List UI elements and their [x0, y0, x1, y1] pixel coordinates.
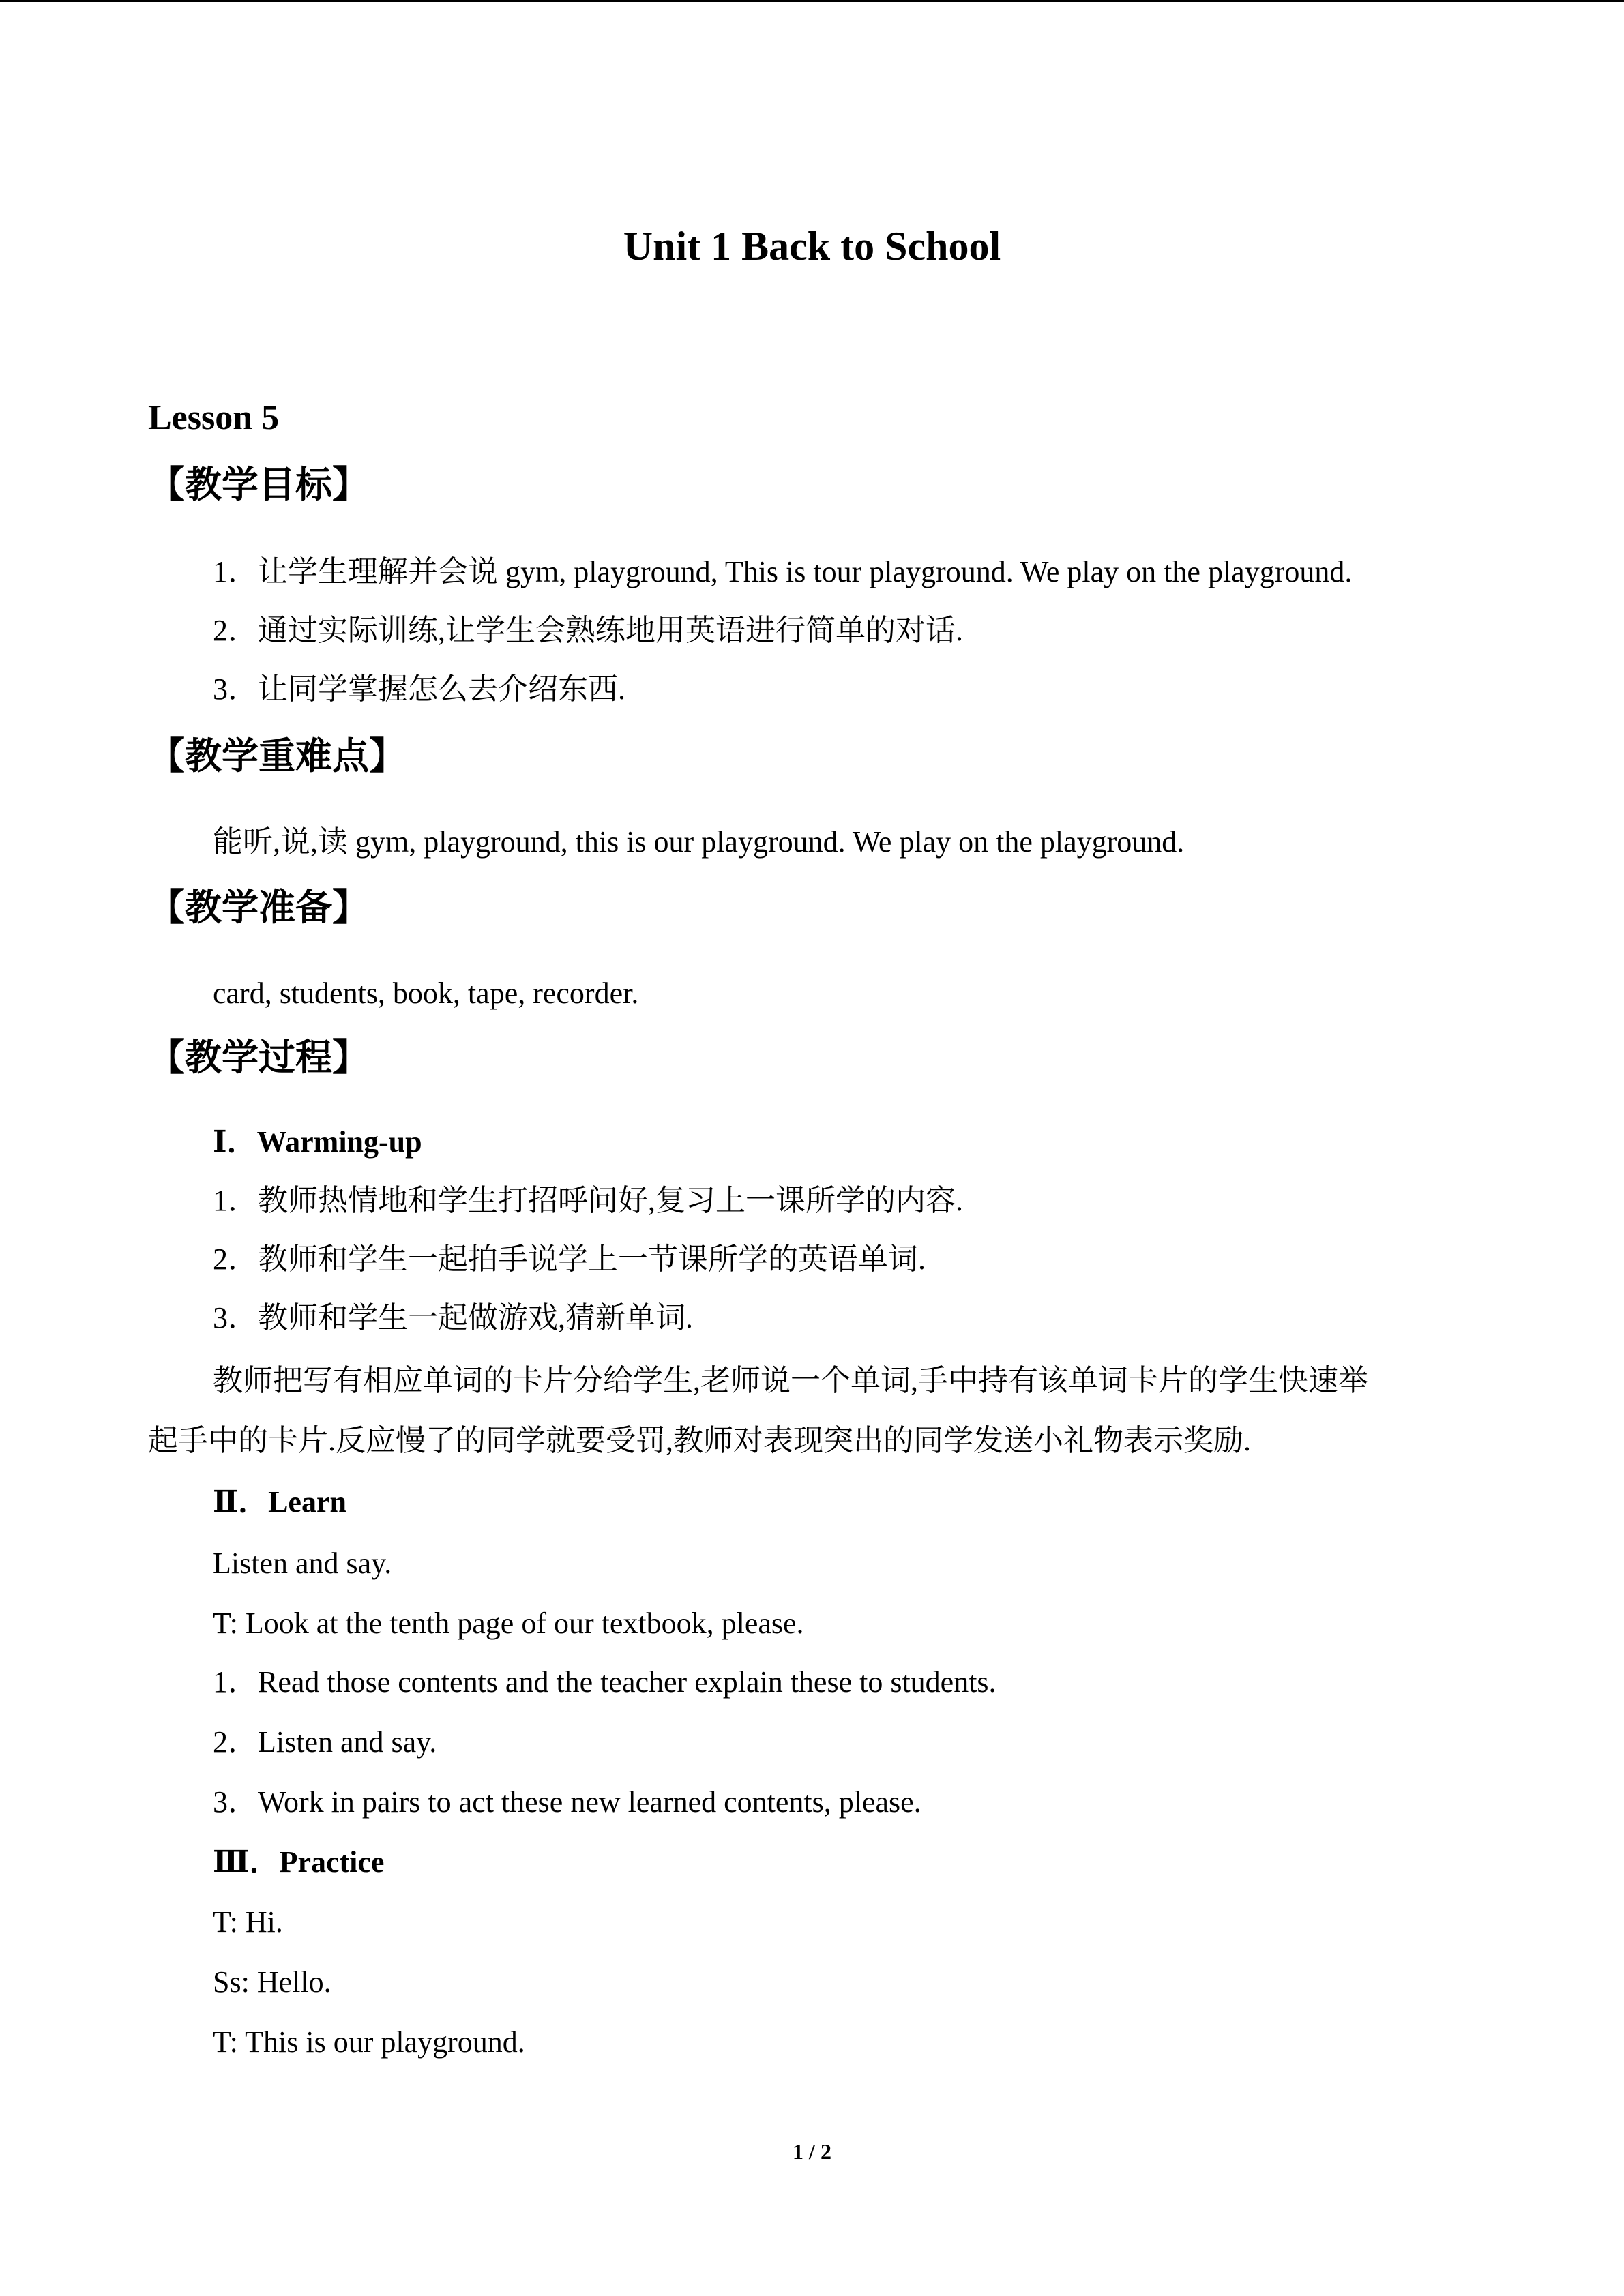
learn-line-2: T: Look at the tenth page of our textbook, please.: [213, 1607, 804, 1640]
objective-item-1: 1．让学生理解并会说 gym, playground, This is tour playground. We play on the playground.: [213, 555, 1353, 588]
section-heading-objectives: 【教学目标】: [148, 463, 369, 506]
section-heading-process: 【教学过程】: [148, 1036, 369, 1079]
warmup-paragraph-line-1: 教师把写有相应单词的卡片分给学生,老师说一个单词,手中持有该单词卡片的学生快速举: [213, 1364, 1368, 1397]
warmup-item-2: 2．教师和学生一起拍手说学上一节课所学的英语单词.: [213, 1242, 926, 1276]
lesson-label: Lesson 5: [148, 398, 280, 437]
objective-item-3: 3．让同学掌握怎么去介绍东西.: [213, 672, 625, 706]
warmup-item-1: 1．教师热情地和学生打招呼问好,复习上一课所学的内容.: [213, 1184, 963, 1217]
practice-line-2: Ss: Hello.: [213, 1965, 331, 1999]
key-points-text: 能听,说,读 gym, playground, this is our playground. We play on the playground.: [213, 825, 1185, 859]
document-title: Unit 1 Back to School: [623, 224, 1001, 269]
warmup-paragraph-line-2: 起手中的卡片.反应慢了的同学就要受罚,教师对表现突出的同学发送小礼物表示奖励.: [148, 1424, 1251, 1457]
warmup-item-3: 3．教师和学生一起做游戏,猜新单词.: [213, 1301, 693, 1335]
section-heading-preparation: 【教学准备】: [148, 886, 369, 929]
practice-title: Ⅲ．Practice: [213, 1845, 385, 1879]
page-number: 1 / 2: [793, 2139, 831, 2164]
warmup-title: Ⅰ．Warming-up: [213, 1125, 422, 1159]
practice-line-3: T: This is our playground.: [213, 2025, 525, 2059]
learn-line-4: 2．Listen and say.: [213, 1725, 437, 1759]
preparation-text: card, students, book, tape, recorder.: [213, 976, 639, 1010]
learn-line-1: Listen and say.: [213, 1547, 392, 1580]
practice-line-1: T: Hi.: [213, 1905, 283, 1939]
learn-title: Ⅱ．Learn: [213, 1485, 346, 1519]
learn-line-5: 3．Work in pairs to act these new learned contents, please.: [213, 1785, 921, 1819]
objective-item-2: 2．通过实际训练,让学生会熟练地用英语进行简单的对话.: [213, 614, 963, 647]
learn-line-3: 1．Read those contents and the teacher explain these to students.: [213, 1665, 996, 1699]
section-heading-key-points: 【教学重难点】: [148, 734, 406, 777]
